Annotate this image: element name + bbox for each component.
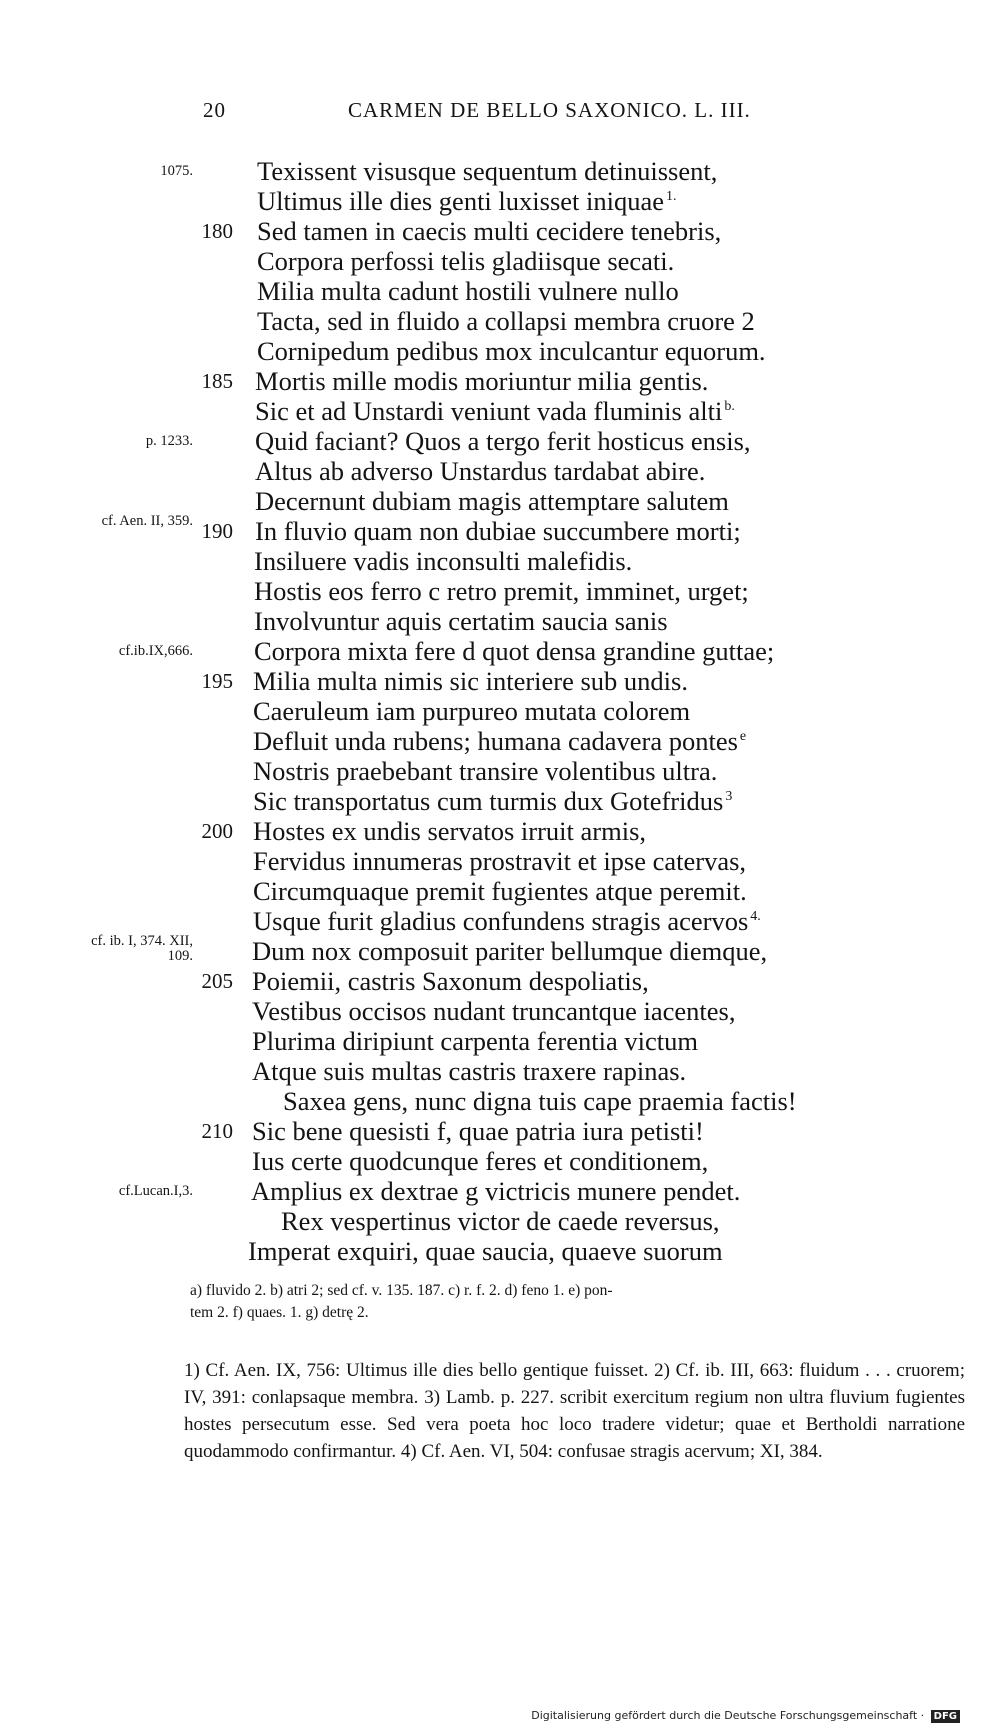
- verse-words: Usque furit gladius confundens stragis acervos: [253, 906, 749, 936]
- page-number: 20: [203, 98, 226, 122]
- verse-words: Hostes ex undis servatos irruit armis,: [253, 816, 647, 846]
- verse-text: [254, 546, 632, 576]
- verse-words: Quid faciant? Quos a tergo ferit hosticus ensis,: [255, 426, 751, 456]
- apparatus-line-2: tem 2. f) quaes. 1. g) detrę 2.: [190, 1304, 369, 1321]
- verse-line: [0, 1086, 1000, 1116]
- verse-line: [0, 306, 1000, 336]
- line-number: 185: [201, 369, 233, 393]
- verse-words: Altus ab adverso Unstardus tardabat abire.: [255, 456, 706, 486]
- verse-words: Sic transportatus cum turmis dux Gotefridus: [253, 786, 724, 816]
- verse-line: [0, 756, 1000, 786]
- verse-words: Insiluere vadis inconsulti malefidis.: [254, 546, 633, 576]
- verse-text: [251, 1176, 740, 1206]
- verse-words: Milia multa nimis sic interiere sub undis.: [253, 666, 688, 696]
- footnote-paragraph: 1) Cf. Aen. IX, 756: Ultimus ille dies bello gentique fuisset. 2) Cf. ib. III, 663: fluidum . . . cruorem; IV, 391: conlapsaque membra. 3) Lamb. p. 227. scribit exercitum regium non ultra fluvium fugientes hostes persecutum esse. Sed vera poeta hoc loco tradere videtur; quae et Bertholdi narratione quodammodo confirmantur. 4) Cf. Aen. VI, 504: confusae stragis acervum; XI, 384.: [184, 1360, 965, 1462]
- verse-line: [0, 576, 1000, 606]
- verse-words: Involvuntur aquis certatim saucia sanis: [254, 606, 668, 636]
- line-number: 180: [201, 219, 233, 243]
- line-number: 190: [201, 519, 233, 543]
- verse-words: Imperat exquiri, quae saucia, quaeve suorum: [248, 1236, 723, 1266]
- verse-line: [0, 486, 1000, 516]
- verse-text: [283, 1086, 797, 1116]
- line-number: 205: [201, 969, 233, 993]
- verse-line: [0, 1236, 1000, 1266]
- line-number: 200: [201, 819, 233, 843]
- verse-line: [0, 336, 1000, 366]
- verse-words: Tacta, sed in fluido a collapsi membra cruore 2: [257, 306, 755, 336]
- line-number: 210: [201, 1119, 233, 1143]
- verse-text: [248, 1236, 723, 1266]
- marginal-note: cf. Aen. II, 359.: [101, 513, 193, 529]
- verse-text: [257, 276, 679, 306]
- verse-text: [252, 996, 736, 1026]
- verse-text: [257, 336, 766, 366]
- verse-line: [0, 426, 1000, 456]
- footnote-marker: 3: [725, 789, 733, 804]
- verse-words: Ultimus ille dies genti luxisset iniquae: [257, 186, 665, 216]
- verse-text: [253, 816, 646, 846]
- verse-words: Hostis eos ferro c retro premit, imminet, urget;: [254, 576, 749, 606]
- verse-line: [0, 513, 1000, 546]
- verse-words: Defluit unda rubens; humana cadavera pontes: [253, 726, 738, 756]
- verse-line: [0, 246, 1000, 276]
- verse-line: [0, 996, 1000, 1026]
- verse-line: [0, 456, 1000, 486]
- verse-text: [255, 426, 751, 456]
- verse-words: Texissent visusque sequentum detinuissent,: [257, 156, 718, 186]
- verse-line: [0, 396, 1000, 426]
- verse-words: Milia multa cadunt hostili vulnere nullo: [257, 276, 679, 306]
- verse-words: Saxea gens, nunc digna tuis cape praemia factis!: [283, 1086, 797, 1116]
- verse-words: Rex vespertinus victor de caede reversus,: [281, 1206, 720, 1236]
- verse-words: Sic et ad Unstardi veniunt vada fluminis alti: [255, 396, 723, 426]
- verse-text: [257, 216, 721, 246]
- verse-line: [0, 1206, 1000, 1236]
- verse-line: [0, 216, 1000, 246]
- verse-text: [253, 666, 688, 696]
- verse-line: [0, 816, 1000, 846]
- verse-text: [252, 1056, 686, 1086]
- footnote-marker: e: [739, 729, 747, 744]
- verse-text: [255, 456, 705, 486]
- verse-text: [253, 756, 717, 786]
- verse-words: Dum nox composuit pariter bellumque diemque,: [252, 936, 768, 966]
- verse-text: [254, 606, 668, 636]
- verse-text: [255, 486, 729, 516]
- verse-line: [0, 906, 1000, 936]
- footnote-marker: b.: [724, 399, 735, 414]
- verse-line: [0, 366, 1000, 396]
- verse-text: [252, 936, 767, 966]
- verse-words: Amplius ex dextrae g victricis munere pendet.: [251, 1176, 741, 1206]
- marginal-note: cf. ib. I, 374. XII, 109.: [91, 933, 193, 964]
- verse-line: [0, 933, 1000, 966]
- verse-line: [0, 1026, 1000, 1056]
- poem-text: [0, 156, 1000, 1266]
- verse-words: Cornipedum pedibus mox inculcantur equorum.: [257, 336, 766, 366]
- credit-text: Digitalisierung gefördert durch die Deutsche Forschungsgemeinschaft ·: [531, 1709, 925, 1722]
- verse-text: [252, 966, 649, 996]
- apparatus-line-1: a) fluvido 2. b) atri 2; sed cf. v. 135. 187. c) r. f. 2. d) feno 1. e) pon-: [190, 1282, 613, 1299]
- footnote-marker: 1.: [666, 189, 677, 204]
- verse-words: Ius certe quodcunque feres et conditionem,: [252, 1146, 709, 1176]
- footnote-marker: 4.: [750, 909, 761, 924]
- verse-words: Vestibus occisos nudant truncantque iacentes,: [252, 996, 736, 1026]
- verse-words: Decernunt dubiam magis attemptare salutem: [255, 486, 729, 516]
- verse-line: [0, 786, 1000, 816]
- marginal-note: 1075.: [160, 163, 193, 179]
- verse-words: Mortis mille modis moriuntur milia gentis.: [255, 366, 709, 396]
- verse-words: Poiemii, castris Saxonum despoliatis,: [252, 966, 649, 996]
- verse-words: Caeruleum iam purpureo mutata colorem: [253, 696, 691, 726]
- verse-text: [253, 876, 747, 906]
- verse-line: [0, 726, 1000, 756]
- line-number: 195: [201, 669, 233, 693]
- verse-text: [255, 366, 708, 396]
- verse-words: Atque suis multas castris traxere rapinas.: [252, 1056, 687, 1086]
- verse-words: In fluvio quam non dubiae succumbere morti;: [255, 516, 741, 546]
- marginal-note: cf.Lucan.I,3.: [118, 1183, 193, 1199]
- verse-text: [252, 1026, 698, 1056]
- verse-line: [0, 1056, 1000, 1086]
- verse-line: [0, 276, 1000, 306]
- verse-line: [0, 1146, 1000, 1176]
- verse-line: [0, 156, 1000, 186]
- verse-line: [0, 636, 1000, 666]
- verse-words: Circumquaque premit fugientes atque peremit.: [253, 876, 747, 906]
- verse-words: Sic bene quesisti f, quae patria iura petisti!: [252, 1116, 704, 1146]
- footnotes: [184, 1357, 965, 1465]
- verse-text: [252, 1116, 704, 1146]
- verse-line: [0, 696, 1000, 726]
- verse-text: [257, 156, 717, 186]
- marginal-note: cf.ib.IX,666.: [118, 643, 193, 659]
- verse-text: [254, 636, 774, 666]
- verse-text: [257, 246, 674, 276]
- verse-line: [0, 1116, 1000, 1146]
- verse-line: [0, 546, 1000, 576]
- verse-text: [255, 516, 741, 546]
- verse-text: [254, 576, 749, 606]
- verse-text: [253, 696, 690, 726]
- verse-words: Corpora mixta fere d quot densa grandine guttae;: [254, 636, 775, 666]
- verse-line: [0, 1176, 1000, 1206]
- verse-line: [0, 966, 1000, 996]
- verse-line: [0, 846, 1000, 876]
- verse-words: Sed tamen in caecis multi cecidere tenebris,: [257, 216, 722, 246]
- digitization-credit: [531, 1709, 960, 1723]
- dfg-logo-icon: DFG: [931, 1710, 960, 1723]
- verse-text: [257, 306, 755, 336]
- verse-text: [281, 1206, 720, 1236]
- verse-line: [0, 186, 1000, 216]
- verse-text: [252, 1146, 708, 1176]
- verse-words: Fervidus innumeras prostravit et ipse catervas,: [253, 846, 747, 876]
- verse-line: [0, 876, 1000, 906]
- verse-line: [0, 606, 1000, 636]
- verse-line: [0, 666, 1000, 696]
- marginal-note: p. 1233.: [145, 433, 193, 449]
- running-title: CARMEN DE BELLO SAXONICO. L. III.: [348, 98, 751, 122]
- critical-apparatus: [190, 1280, 965, 1324]
- verse-words: Plurima diripiunt carpenta ferentia victum: [252, 1026, 698, 1056]
- verse-words: Corpora perfossi telis gladiisque secati.: [257, 246, 675, 276]
- verse-words: Nostris praebebant transire volentibus ultra.: [253, 756, 718, 786]
- verse-text: [253, 846, 746, 876]
